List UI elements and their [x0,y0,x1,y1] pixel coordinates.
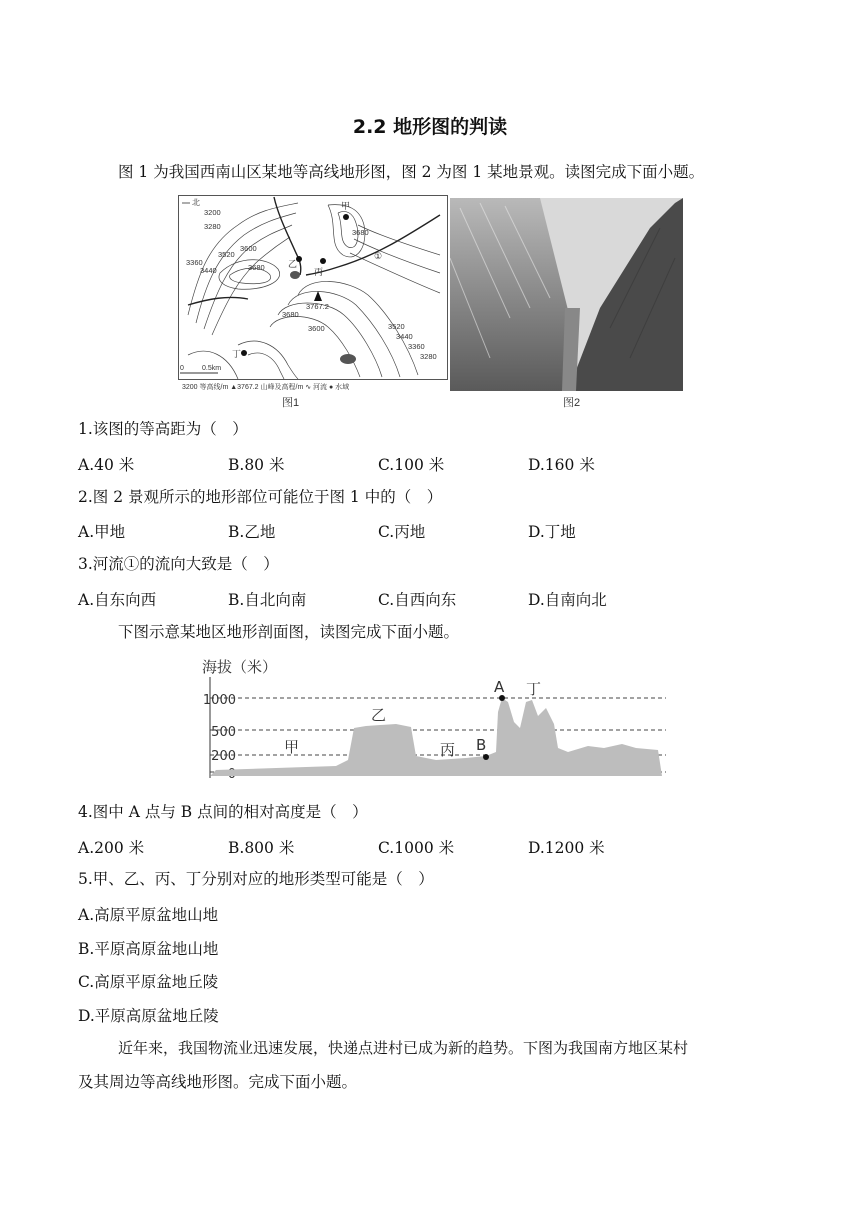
intro-paragraph-1: 图 1 为我国西南山区某地等高线地形图，图 2 为图 1 某地景观。读图完成下面小题。 [118,163,705,181]
label-jia: 甲 [284,738,300,756]
north-arrow-label: 北 [192,198,200,207]
question-2-stem: 2.图 2 景观所示的地形部位可能位于图 1 中的（ ） [78,488,443,506]
contour-label: 3440 [200,266,217,275]
place-label-jia: 甲 [341,201,351,211]
contour-label: 3680 [248,263,265,272]
fig2-caption: 图2 [563,397,581,409]
q2-option-b[interactable]: B.乙地 [228,523,276,541]
q4-option-a[interactable]: A.200 米 [78,839,145,857]
q3-option-b[interactable]: B.自北向南 [228,591,307,609]
map-legend: 3200 等高线/m ▲3767.2 山峰及高程/m ∿ 河流 ● 水域 [182,384,350,391]
q1-option-d[interactable]: D.160 米 [528,456,595,474]
contour-label: 3360 [186,258,203,267]
contour-label: 3600 [240,244,257,253]
label-bing: 丙 [440,741,456,759]
q2-option-a[interactable]: A.甲地 [78,523,126,541]
intro-paragraph-3-line-1: 近年来，我国物流业迅速发展，快递点进村已成为新的趋势。下图为我国南方地区某村 [118,1039,689,1057]
q3-option-d[interactable]: D.自南向北 [528,591,607,609]
q2-option-d[interactable]: D.丁地 [528,523,576,541]
q5-option-b[interactable]: B.平原高原盆地山地 [78,940,219,958]
terrain-profile-figure [196,652,672,784]
label-b: B [476,736,487,754]
question-5-stem: 5.甲、乙、丙、丁分别对应的地形类型可能是（ ） [78,870,434,888]
q4-option-d[interactable]: D.1200 米 [528,839,605,857]
contour-label: 3280 [204,222,221,231]
terrain-profile [196,652,672,784]
valley-landscape-image [450,198,683,391]
contour-label: 3680 [352,228,369,237]
q3-option-c[interactable]: C.自西向东 [378,591,457,609]
contour-label: 3280 [420,352,437,361]
profile-y-axis-label: 海拔（米） [202,658,278,676]
contour-label: 3520 [218,250,235,259]
fig1-caption: 图1 [282,397,300,409]
contour-label: 3680 [282,310,299,319]
intro-paragraph-2: 下图示意某地区地形剖面图，读图完成下面小题。 [118,623,460,641]
contour-label: 3520 [388,322,405,331]
q1-option-b[interactable]: B.80 米 [228,456,285,474]
q2-option-c[interactable]: C.丙地 [378,523,426,541]
question-1-stem: 1.该图的等高距为（ ） [78,420,248,438]
contour-map [178,195,448,391]
tick-1000: 1000 [202,693,236,708]
peak-elevation-label: 3767.2 [306,302,329,311]
place-label-bing: 丙 [314,267,324,277]
q5-option-d[interactable]: D.平原高原盆地丘陵 [78,1007,219,1025]
label-ding: 丁 [526,680,542,698]
contour-label: 3360 [408,342,425,351]
contour-label: 3440 [396,332,413,341]
q1-option-c[interactable]: C.100 米 [378,456,445,474]
q1-option-a[interactable]: A.40 米 [78,456,135,474]
label-a: A [494,678,505,696]
point-b-marker [483,754,489,760]
contour-label: 3200 [204,208,221,217]
place-label-yi: 乙 [288,259,298,269]
contour-label: 3600 [308,324,325,333]
place-label-ding: 丁 [232,349,242,359]
intro-paragraph-3-line-2: 及其周边等高线地形图。完成下面小题。 [78,1073,358,1091]
page-title: 2.2 地形图的判读 [352,116,508,138]
terrain-silhouette [210,698,662,776]
contour-map-figure [178,195,448,391]
scale-zero: 0 [180,365,184,372]
scale-label: 0.5km [202,365,222,372]
landscape-photo [450,198,683,391]
q5-option-a[interactable]: A.高原平原盆地山地 [78,906,219,924]
question-3-stem: 3.河流①的流向大致是（ ） [78,555,279,573]
q4-option-c[interactable]: C.1000 米 [378,839,455,857]
q4-option-b[interactable]: B.800 米 [228,839,295,857]
tick-500: 500 [211,725,236,740]
question-4-stem: 4.图中 A 点与 B 点间的相对高度是（ ） [78,803,368,821]
tick-200: 200 [211,749,236,764]
q3-option-a[interactable]: A.自东向西 [78,591,157,609]
river-label: ① [374,251,383,261]
label-yi: 乙 [371,706,387,724]
q5-option-c[interactable]: C.高原平原盆地丘陵 [78,973,219,991]
